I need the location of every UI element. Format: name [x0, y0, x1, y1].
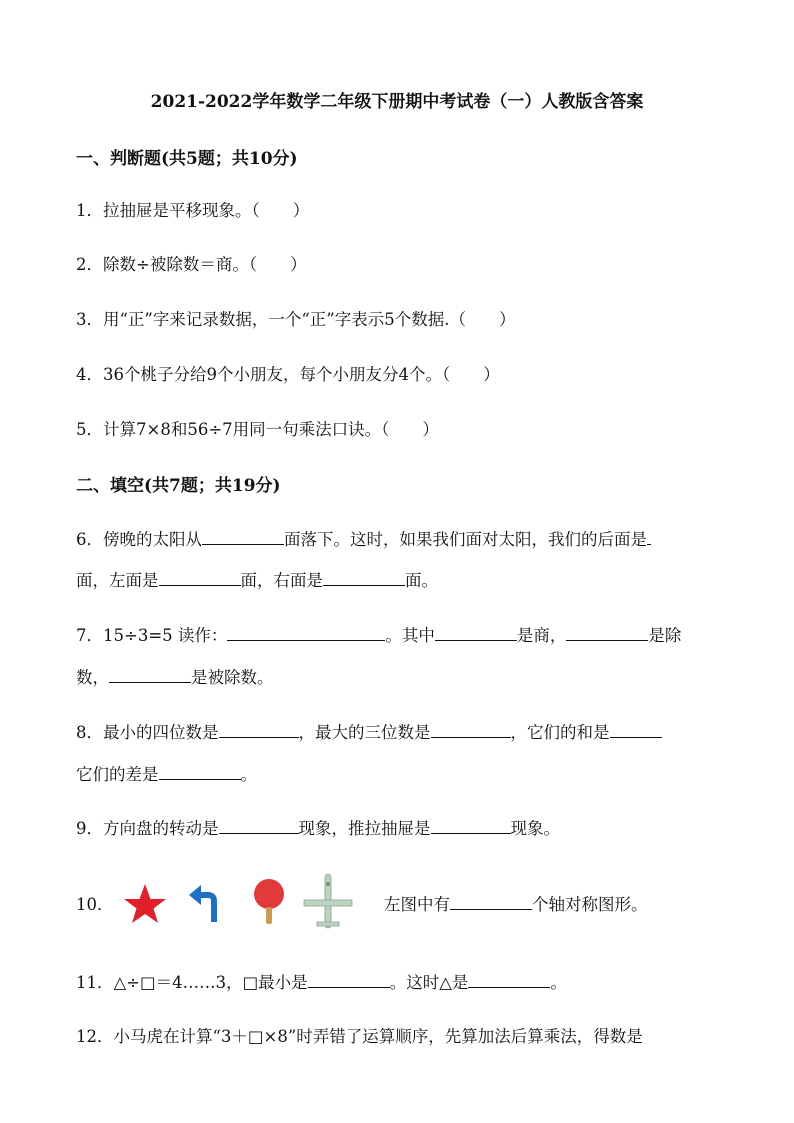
section-heading-fill-blank: 二、填空(共7题；共19分): [76, 476, 281, 496]
question-2: 2．除数÷被除数＝商。（ ）: [76, 255, 307, 274]
question-8-text-e: 。: [240, 765, 257, 784]
answer-blank[interactable]: [227, 624, 385, 641]
question-10-text-b: 个轴对称图形。: [532, 895, 648, 914]
answer-blank[interactable]: [219, 721, 299, 738]
question-7-text-b: 。其中: [385, 626, 435, 645]
question-10-number: 10．: [76, 895, 114, 914]
ping-pong-paddle-icon: [254, 879, 284, 924]
answer-blank[interactable]: [159, 763, 241, 780]
turn-left-arrow-icon: [189, 885, 214, 922]
airplane-icon: [304, 874, 352, 928]
answer-blank[interactable]: [468, 971, 550, 988]
question-8-line-1: [76, 719, 662, 743]
question-10-figures: [118, 870, 378, 932]
question-9-text-a: 9．方向盘的转动是: [76, 819, 219, 838]
answer-blank[interactable]: [109, 666, 191, 683]
question-9: [76, 815, 560, 839]
answer-blank[interactable]: [219, 817, 299, 834]
question-8-text-a: 8．最小的四位数是: [76, 723, 219, 742]
question-12: 12．小马虎在计算“3＋□×8”时弄错了运算顺序，先算加法后算乘法，得数是: [76, 1027, 643, 1046]
answer-blank[interactable]: [450, 893, 532, 910]
question-10-text-a: 左图中有: [384, 895, 450, 914]
answer-blank[interactable]: [610, 721, 662, 738]
question-1: 1．拉抽屉是平移现象。（ ）: [76, 201, 310, 220]
question-7-text-e: 数，: [76, 668, 109, 687]
answer-blank[interactable]: [323, 569, 405, 586]
question-11-text-b: 。这时△是: [389, 973, 469, 992]
answer-blank[interactable]: [431, 721, 511, 738]
question-6-text-d: 面，右面是: [240, 571, 323, 590]
question-6-line-1: [76, 526, 651, 550]
question-3: 3．用“正”字来记录数据，一个“正”字表示5个数据.（ ）: [76, 310, 516, 329]
question-8-text-d: 它们的差是: [76, 765, 159, 784]
question-5: 5．计算7×8和56÷7用同一句乘法口诀。（ ）: [76, 420, 439, 439]
question-6-line-2: [76, 567, 438, 591]
question-7-line-1: [76, 622, 681, 646]
question-11-text-c: 。: [550, 973, 567, 992]
question-11-text-a: 11．△÷□＝4……3，□最小是: [76, 973, 308, 992]
answer-blank[interactable]: [647, 528, 651, 545]
answer-blank[interactable]: [566, 624, 648, 641]
answer-blank[interactable]: [159, 569, 241, 586]
answer-blank[interactable]: [435, 624, 517, 641]
answer-blank[interactable]: [308, 971, 390, 988]
question-8-line-2: [76, 761, 257, 785]
question-10-text: [384, 891, 648, 915]
star-icon: [124, 884, 166, 923]
question-8-text-c: ，它们的和是: [510, 723, 610, 742]
question-9-text-c: 现象。: [510, 819, 560, 838]
question-7-text-f: 是被除数。: [191, 668, 274, 687]
answer-blank[interactable]: [202, 528, 284, 545]
section-heading-judgement: 一、判断题(共5题；共10分): [76, 149, 298, 169]
question-9-text-b: 现象，推拉抽屉是: [298, 819, 431, 838]
question-6-text-a: 6．傍晚的太阳从: [76, 530, 202, 549]
question-7-text-a: 7．15÷3=5 读作：: [76, 626, 228, 645]
question-6-text-e: 面。: [405, 571, 438, 590]
question-8-text-b: ，最大的三位数是: [298, 723, 431, 742]
answer-blank[interactable]: [431, 817, 511, 834]
question-6-text-c: 面，左面是: [76, 571, 159, 590]
question-7-text-c: 是商，: [516, 626, 567, 645]
question-7-line-2: [76, 664, 274, 688]
question-4: 4．36个桃子分给9个小朋友，每个小朋友分4个。（ ）: [76, 365, 500, 384]
page-title: 2021-2022学年数学二年级下册期中考试卷（一）人教版含答案: [150, 92, 644, 112]
question-6-text-b: 面落下。这时，如果我们面对太阳，我们的后面是: [284, 530, 647, 549]
question-7-text-d: 是除: [648, 626, 682, 645]
question-11: [76, 969, 567, 993]
